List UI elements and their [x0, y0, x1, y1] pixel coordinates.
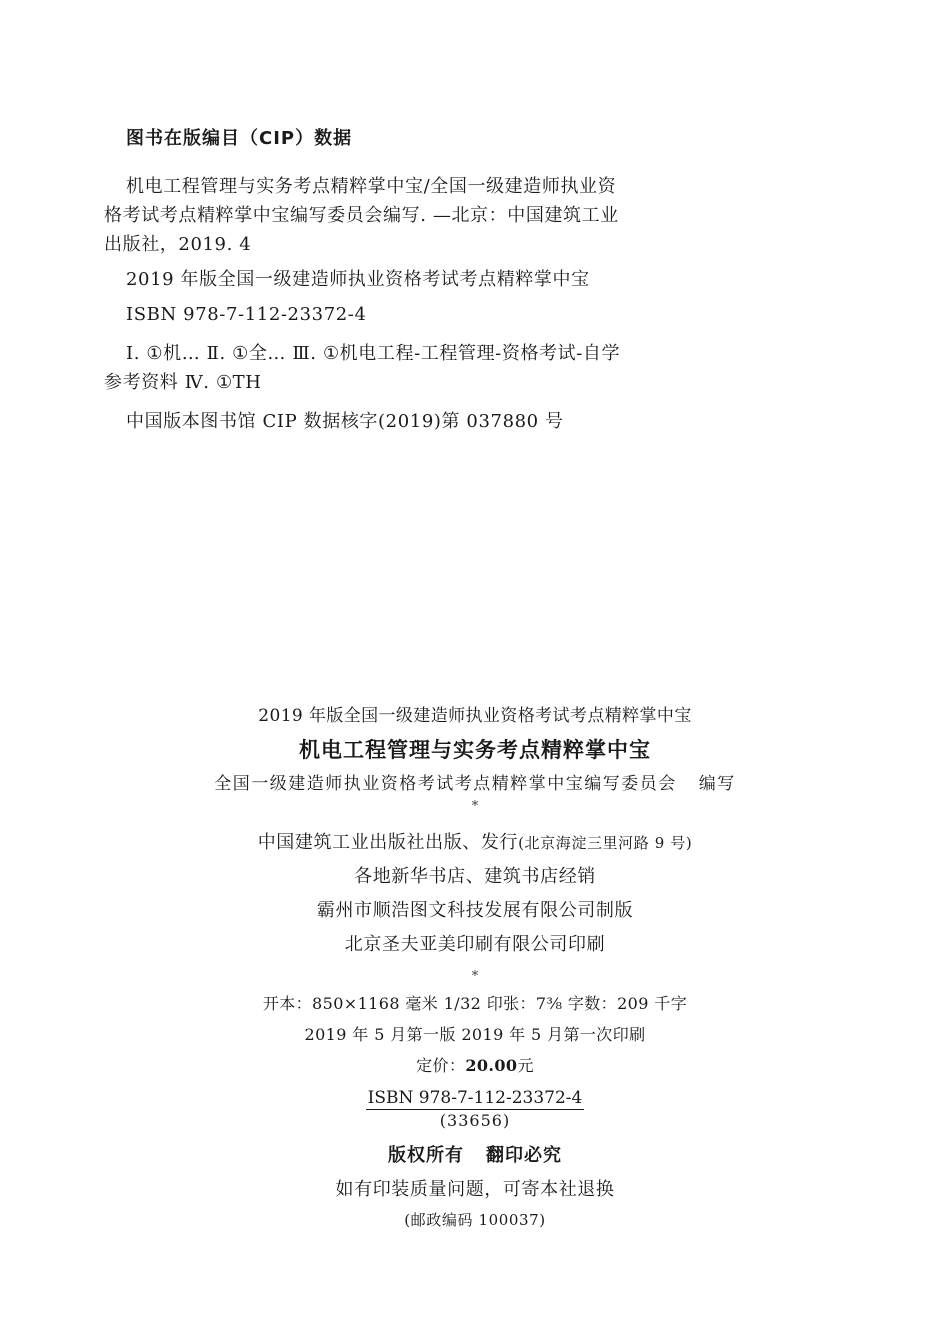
- editor-role: 编写: [698, 774, 736, 794]
- typesetter-line: 霸州市顺浩图文科技发展有限公司制版: [316, 900, 634, 921]
- cip-series: 2019 年版全国一级建造师执业资格考试考点精粹掌中宝: [126, 269, 590, 290]
- postal-code: (邮政编码 100037): [404, 1211, 546, 1229]
- series-line: 2019 年版全国一级建造师执业资格考试考点精粹掌中宝: [258, 706, 692, 726]
- return-notice: 如有印装质量问题，可寄本社退换: [335, 1179, 615, 1200]
- book-title: 机电工程管理与实务考点精粹掌中宝: [299, 738, 651, 762]
- cip-isbn: ISBN 978-7-112-23372-4: [126, 304, 367, 325]
- price-line: [0, 1050, 950, 1081]
- editor-line: [0, 772, 950, 796]
- book-code: (33656): [439, 1111, 511, 1130]
- separator-star: *: [471, 799, 479, 814]
- rights-line: [0, 1138, 950, 1174]
- separator-star-2: *: [471, 969, 479, 984]
- price-label: 定价：: [416, 1056, 466, 1075]
- printer-line: 北京圣夫亚美印刷有限公司印刷: [344, 934, 606, 955]
- colophon-block: [0, 704, 950, 1234]
- publisher-line: [0, 826, 950, 860]
- cip-subjects: Ⅰ. ①机… Ⅱ. ①全… Ⅲ. ①机电工程-工程管理-资格考试-自学参考资料 Ⅳ. ①TH: [104, 343, 621, 393]
- cip-data-block: [104, 124, 624, 442]
- price-unit: 元: [517, 1056, 534, 1075]
- distributor-line: 各地新华书店、建筑书店经销: [354, 866, 596, 887]
- publisher-address: (北京海淀三里河路 9 号): [518, 834, 693, 852]
- editions-line: 2019 年 5 月第一版 2019 年 5 月第一次印刷: [304, 1025, 646, 1044]
- price-value: 20.00: [465, 1056, 518, 1075]
- publisher: 中国建筑工业出版社出版、发行: [257, 832, 519, 853]
- cip-heading: 图书在版编目（CIP）数据: [126, 128, 353, 149]
- specs-line: 开本：850×1168 毫米 1/32 印张：7⅜ 字数：209 千字: [262, 994, 688, 1013]
- piracy-warning: 翻印必究: [486, 1145, 562, 1166]
- cip-number: 中国版本图书馆 CIP 数据核字(2019)第 037880 号: [126, 411, 564, 432]
- isbn-line: ISBN 978-7-112-23372-4: [367, 1088, 583, 1108]
- cip-entry: 机电工程管理与实务考点精粹掌中宝/全国一级建造师执业资格考试考点精粹掌中宝编写委员会编写. —北京：中国建筑工业出版社，2019. 4: [104, 176, 619, 255]
- rights-reserved: 版权所有: [388, 1145, 464, 1166]
- editor-name: 全国一级建造师执业资格考试考点精粹掌中宝编写委员会: [214, 774, 677, 794]
